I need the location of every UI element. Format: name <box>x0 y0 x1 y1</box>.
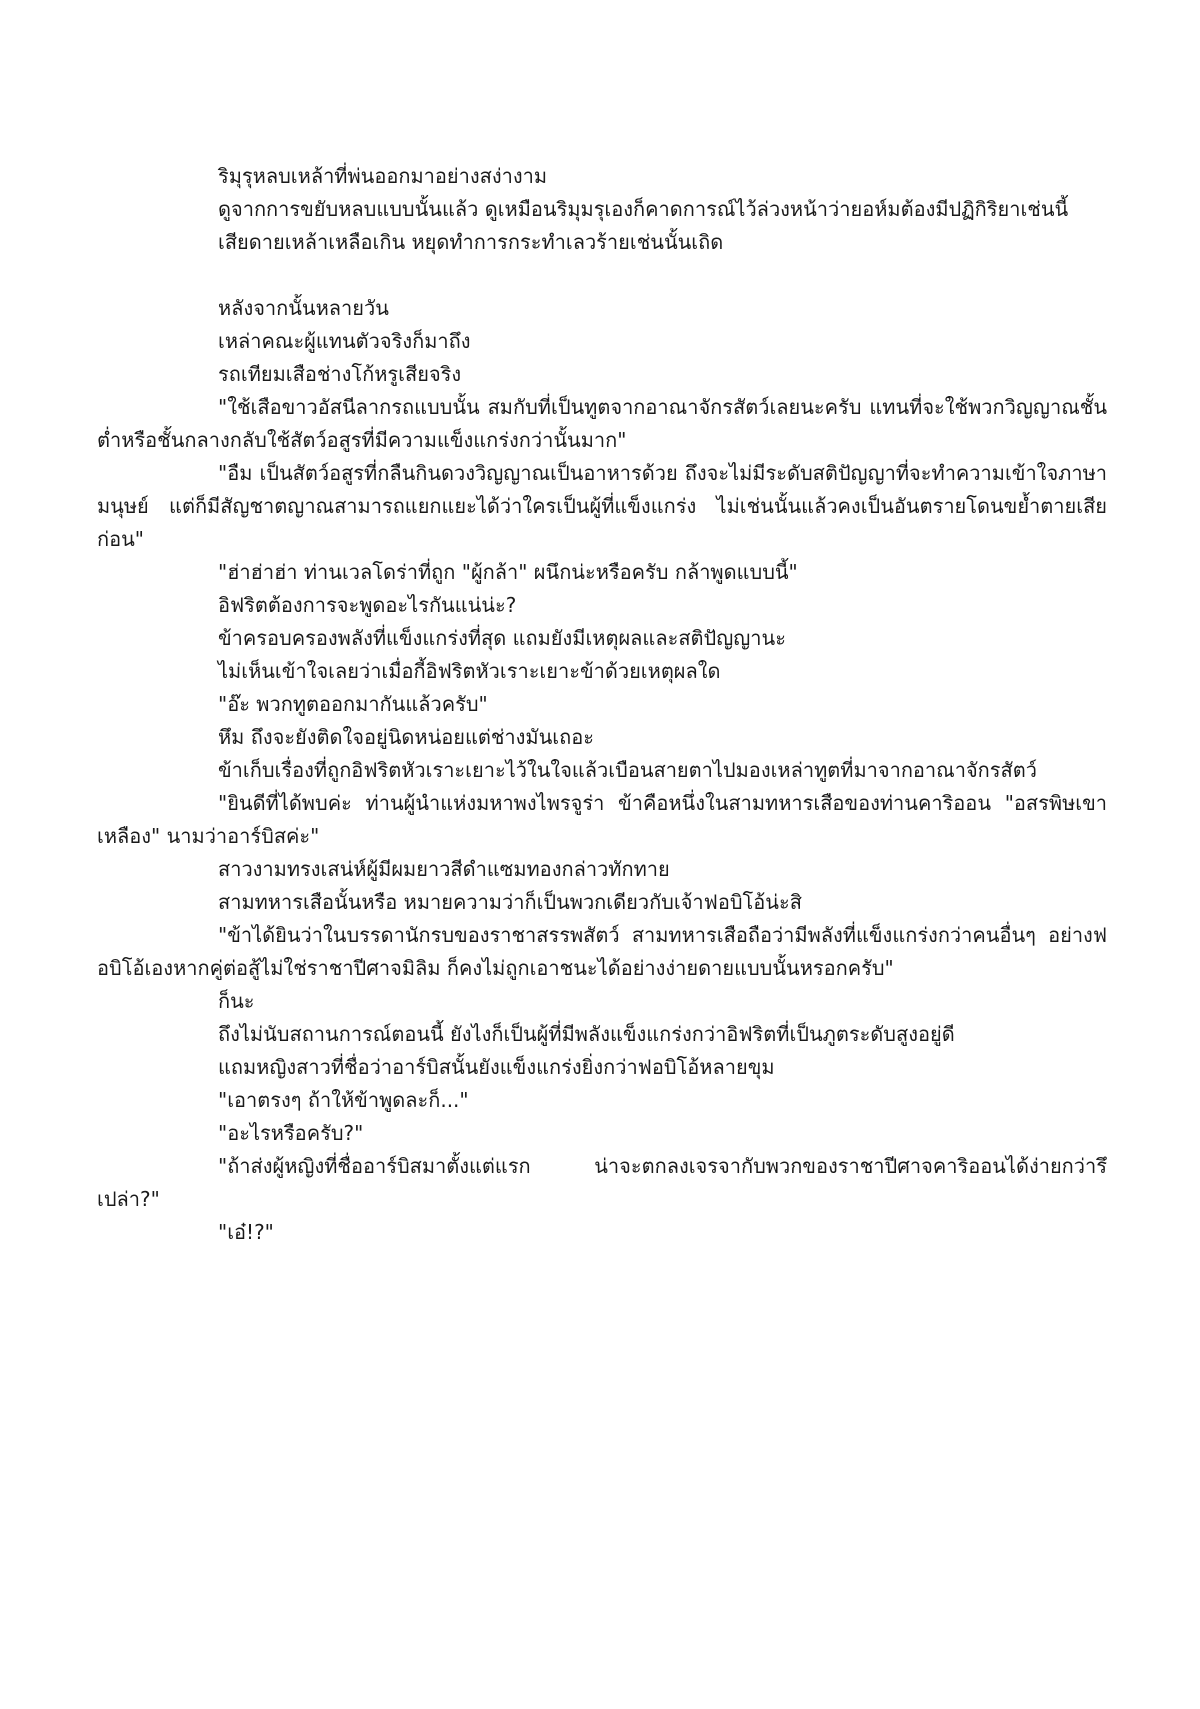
paragraph: ริมุรุหลบเหล้าที่พ่นออกมาอย่างสง่างาม <box>218 164 548 188</box>
paragraph: "อืม เป็นสัตว์อสูรที่กลืนกินดวงวิญญาณเป็นอาหารด้วย ถึงจะไม่มีระดับสติปัญญาที่จะทำความเข้าใจภาษามนุษย์ แต่ก็มีสัญชาตญาณสามารถแยกแยะได้ว่าใครเป็นผู้ที่แข็งแกร่ง ไม่เช่นนั้นแล้วคงเป็นอันตรายโดนขย้ำตายเสียก่อน" <box>97 461 1107 551</box>
paragraph: สามทหารเสือนั้นหรือ หมายความว่าก็เป็นพวกเดียวกับเจ้าฟอบิโอ้น่ะสิ <box>218 890 802 914</box>
paragraph: ไม่เห็นเข้าใจเลยว่าเมื่อกี้อิฟริตหัวเราะเยาะข้าด้วยเหตุผลใด <box>218 659 721 683</box>
paragraph: อิฟริตต้องการจะพูดอะไรกันแน่น่ะ? <box>218 593 517 617</box>
paragraph: หลังจากนั้นหลายวัน <box>218 296 389 320</box>
paragraph: ข้าเก็บเรื่องที่ถูกอิฟริตหัวเราะเยาะไว้ในใจแล้วเบือนสายตาไปมองเหล่าทูตที่มาจากอาณาจักรสัตว์ <box>218 758 1037 782</box>
blank-line <box>97 259 1107 292</box>
paragraph: แถมหญิงสาวที่ชื่อว่าอาร์บิสนั้นยังแข็งแกร่งยิ่งกว่าฟอบิโอ้หลายขุม <box>218 1055 775 1079</box>
paragraph: เหล่าคณะผู้แทนตัวจริงก็มาถึง <box>218 329 471 353</box>
paragraph: "อ๊ะ พวกทูตออกมากันแล้วครับ" <box>218 692 488 716</box>
paragraph: "ถ้าส่งผู้หญิงที่ชื่ออาร์บิสมาตั้งแต่แรก น่าจะตกลงเจรจากับพวกของราชาปีศาจคาริออนได้ง่ายกว่ารึเปล่า?" <box>97 1154 1107 1211</box>
paragraph: หึม ถึงจะยังติดใจอยู่นิดหน่อยแต่ช่างมันเถอะ <box>218 725 594 749</box>
paragraph: "ใช้เสือขาวอัสนีลากรถแบบนั้น สมกับที่เป็นทูตจากอาณาจักรสัตว์เลยนะครับ แทนที่จะใช้พวกวิญญาณชั้นต่ำหรือชั้นกลางกลับใช้สัตว์อสูรที่มีความแข็งแกร่งกว่านั้นมาก" <box>97 395 1107 452</box>
paragraph: "ข้าได้ยินว่าในบรรดานักรบของราชาสรรพสัตว์ สามทหารเสือถือว่ามีพลังที่แข็งแกร่งกว่าคนอื่นๆ อย่างฟอบิโอ้เองหากคู่ต่อสู้ไม่ใช่ราชาปีศาจมิลิม ก็คงไม่ถูกเอาชนะได้อย่างง่ายดายแบบนั้นหรอกครับ" <box>97 923 1107 980</box>
paragraph: สาวงามทรงเสน่ห์ผู้มีผมยาวสีดำแซมทองกล่าวทักทาย <box>218 857 670 881</box>
paragraph: เสียดายเหล้าเหลือเกิน หยุดทำการกระทำเลวร้ายเช่นนั้นเถิด <box>218 230 724 254</box>
paragraph: ดูจากการขยับหลบแบบนั้นแล้ว ดูเหมือนริมุมรุเองก็คาดการณ์ไว้ล่วงหน้าว่ายอห์มต้องมีปฏิกิริยาเช่นนี้ <box>218 197 1069 221</box>
paragraph: "เอาตรงๆ ถ้าให้ข้าพูดละก็..." <box>218 1088 469 1112</box>
paragraph: ข้าครอบครองพลังที่แข็งแกร่งที่สุด แถมยังมีเหตุผลและสติปัญญานะ <box>218 626 786 650</box>
paragraph: "ฮ่าฮ่าฮ่า ท่านเวลโดร่าที่ถูก "ผู้กล้า" ผนึกน่ะหรือครับ กล้าพูดแบบนี้" <box>218 560 798 584</box>
paragraph: "ยินดีที่ได้พบค่ะ ท่านผู้นำแห่งมหาพงไพรจูร่า ข้าคือหนึ่งในสามทหารเสือของท่านคาริออน "อสรพิษเขาเหลือง" นามว่าอาร์บิสค่ะ" <box>97 791 1107 848</box>
paragraph: ถึงไม่นับสถานการณ์ตอนนี้ ยังไงก็เป็นผู้ที่มีพลังแข็งแกร่งกว่าอิฟริตที่เป็นภูตระดับสูงอยู่ดี <box>218 1022 955 1046</box>
paragraph: "อะไรหรือครับ?" <box>218 1121 364 1145</box>
paragraph: รถเทียมเสือช่างโก้หรูเสียจริง <box>218 362 462 386</box>
text-body <box>97 160 1107 1249</box>
paragraph: ก็นะ <box>218 989 255 1013</box>
paragraph: "เอ๋!?" <box>218 1220 274 1244</box>
